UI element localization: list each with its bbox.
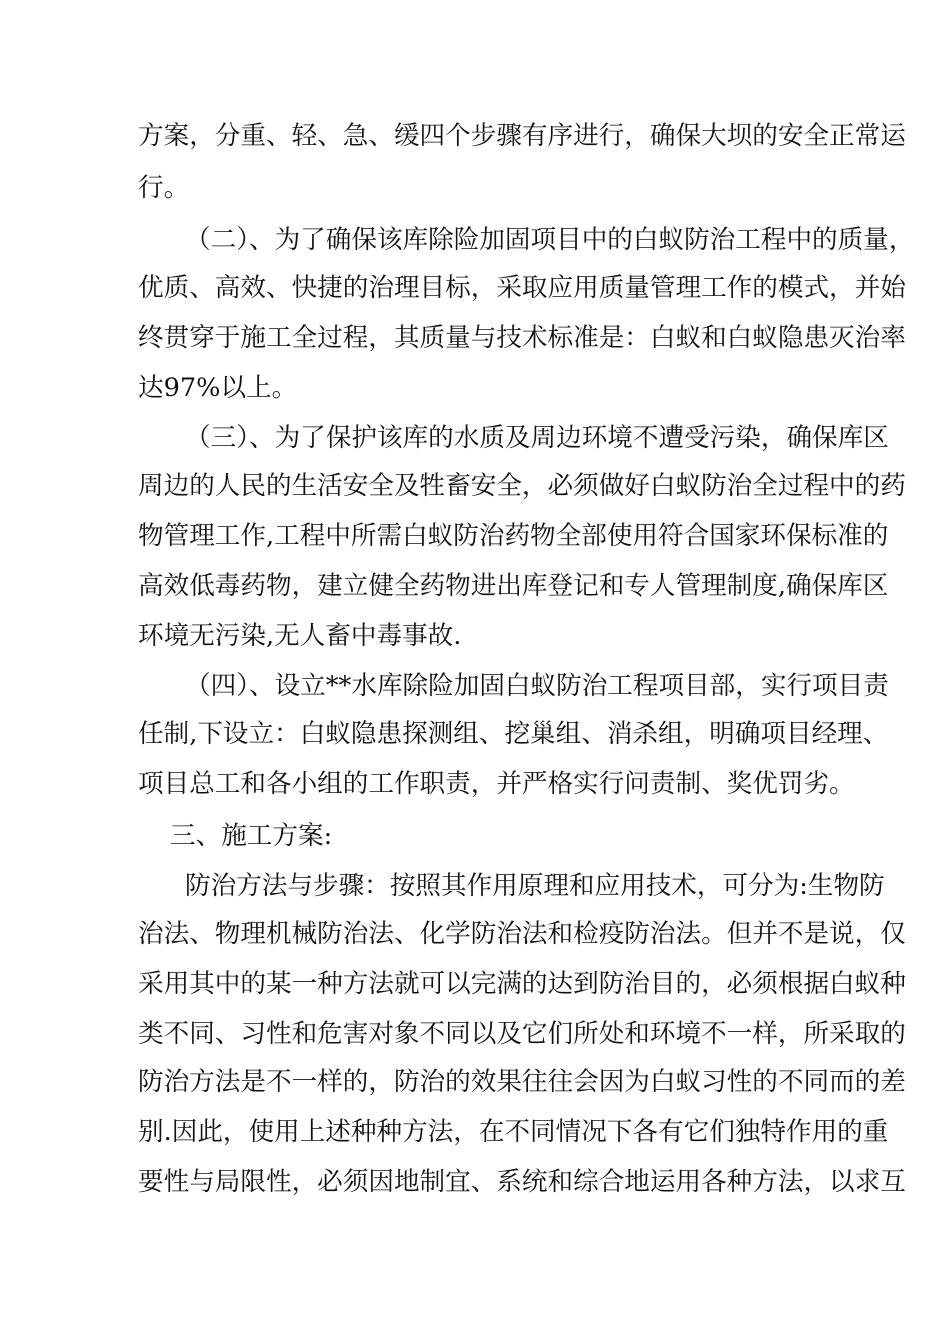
section-heading: 三、施工方案: [170, 821, 333, 851]
text-line: 要性与局限性，必须因地制宜、系统和综合地运用各种方法，以求互 [138, 1167, 906, 1197]
text-line: 优质、高效、快捷的治理目标，采取应用质量管理工作的模式，并始 [138, 273, 906, 303]
paragraph-start-line: 防治方法与步骤：按照其作用原理和应用技术，可分为:生物防 [185, 871, 885, 901]
text-line: 治法、物理机械防治法、化学防治法和检疫防治法。但并不是说，仅 [138, 919, 906, 949]
text-line: 高效低毒药物，建立健全药物进出库登记和专人管理制度,确保库区 [138, 571, 889, 601]
text-line: 采用其中的某一种方法就可以完满的达到防治目的，必须根据白蚁种 [138, 969, 906, 999]
text-line: 任制,下设立：白蚁隐患探测组、挖巢组、消杀组，明确项目经理、 [138, 719, 889, 749]
paragraph-start-line: （三）、为了保护该库的水质及周边环境不遭受污染，确保库区 [185, 423, 889, 453]
text-line: 终贯穿于施工全过程，其质量与技术标准是：白蚁和白蚁隐患灭治率 [138, 323, 906, 353]
text-line: 周边的人民的生活安全及牲畜安全，必须做好白蚁防治全过程中的药 [138, 471, 906, 501]
text-line: 行。 [138, 173, 190, 203]
text-line: 环境无污染,无人畜中毒事故. [138, 621, 462, 651]
text-line: 项目总工和各小组的工作职责，并严格实行问责制、奖优罚劣。 [138, 769, 855, 799]
text-line: 达97%以上。 [138, 373, 298, 403]
paragraph-start-line: （二）、为了确保该库除险加固项目中的白蚁防治工程中的质量， [185, 225, 915, 255]
text-line: 类不同、习性和危害对象不同以及它们所处和环境不一样，所采取的 [138, 1019, 906, 1049]
text-line: 物管理工作,工程中所需白蚁防治药物全部使用符合国家环保标准的 [138, 521, 889, 551]
paragraph-start-line: （四）、设立**水库除险加固白蚁防治工程项目部，实行项目责 [185, 671, 889, 701]
text-line: 方案，分重、轻、急、缓四个步骤有序进行，确保大坝的安全正常运 [138, 121, 906, 151]
text-line: 别.因此，使用上述种种方法，在不同情况下各有它们独特作用的重 [138, 1117, 889, 1147]
text-line: 防治方法是不一样的，防治的效果往往会因为白蚁习性的不同而的差 [138, 1067, 906, 1097]
